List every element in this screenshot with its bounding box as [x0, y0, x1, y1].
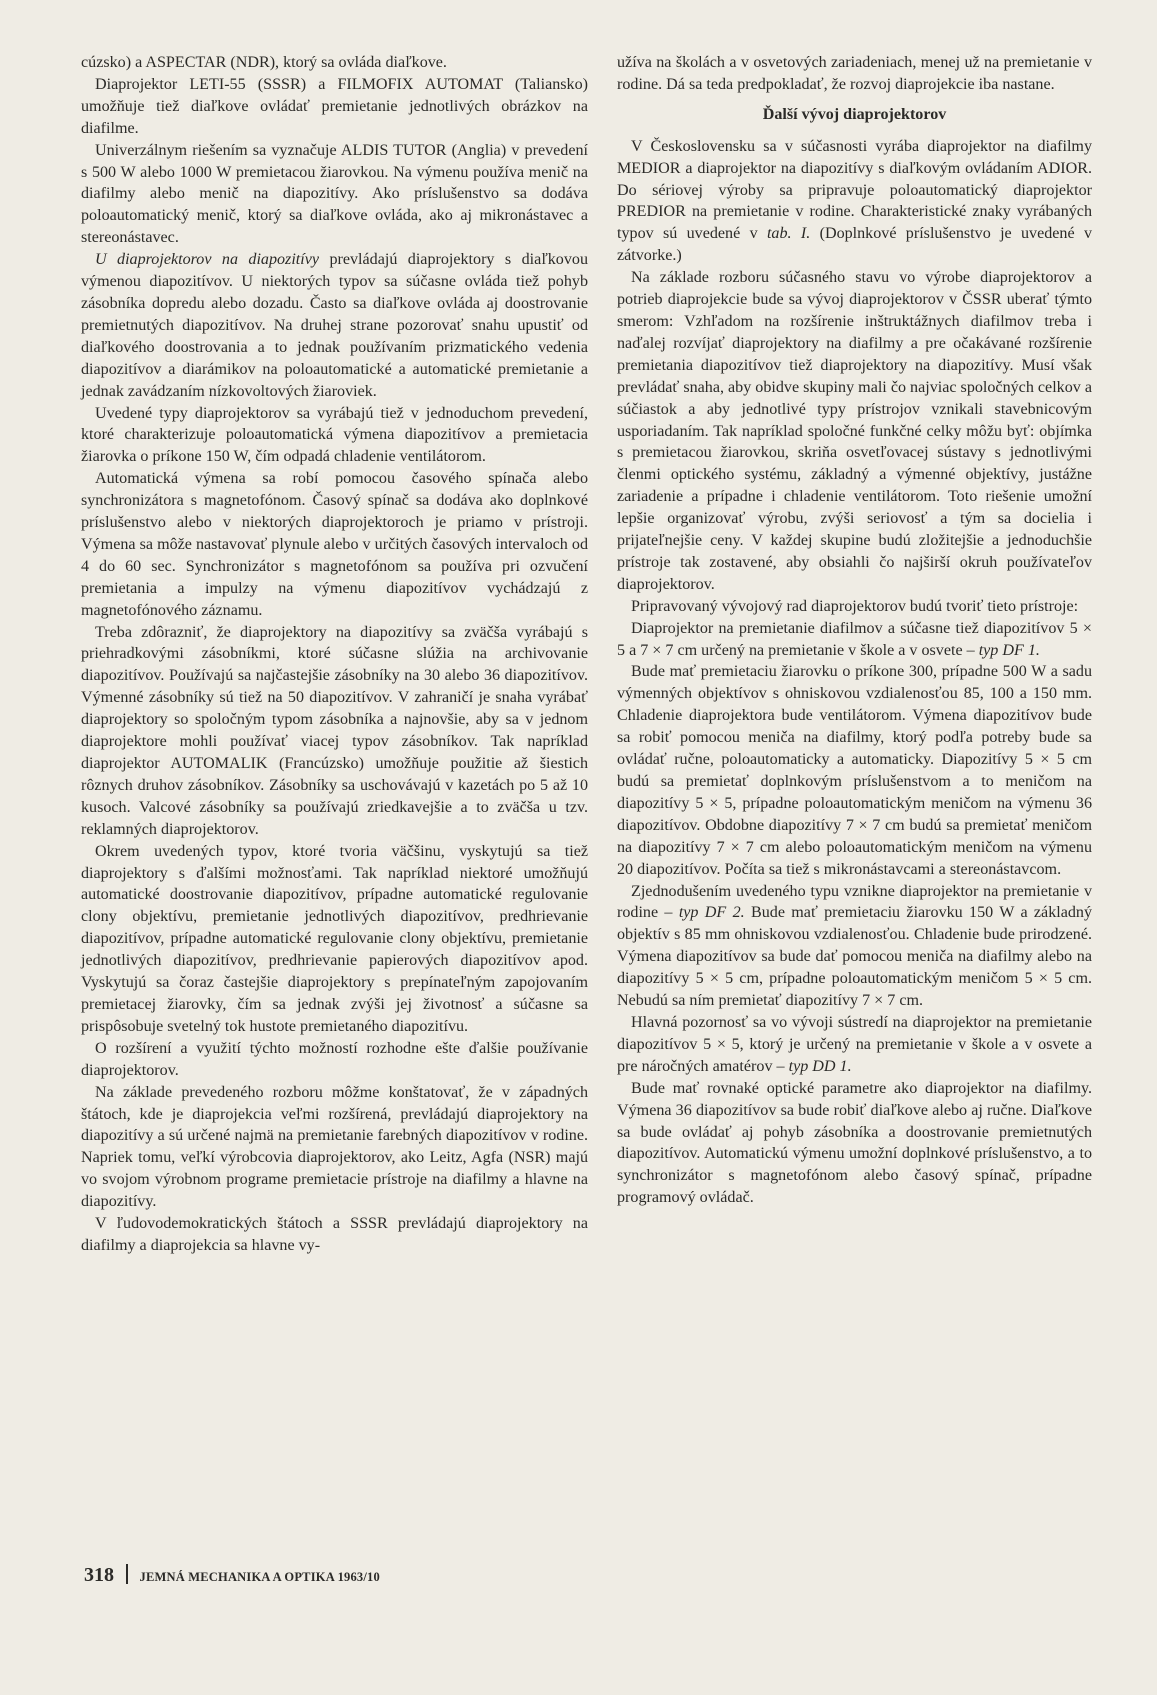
paragraph: Pripravovaný vývojový rad diaprojektorov budú tvoriť tieto prístroje: [631, 597, 1079, 615]
paragraph [81, 249, 588, 402]
paragraph [617, 1012, 1092, 1078]
paragraph: Okrem uvedených typov, ktoré tvoria väčšinu, vyskytujú sa tiež diaprojektory s ďalšími možnosťami. Tak napríklad niektoré umožňujú automatické doostrovanie diapozitívov, prípadne automatické regulovanie clony objektívu, premietanie jednotlivých diapozitívov, predhrievanie diapozitívov, prípadne automatické regulovanie clony objektívu, premietanie jednotlivých diapozitívov, predhrievanie papierových diapozitívov apod. Vyskytujú sa čoraz častejšie diaprojektory s prepínateľným zapojovaním premietacej žiarovky, čím sa jednak zvýši jej životnosť a súčasne sa prispôsobuje svetelný tok hustote premietaného diapozitívu. [81, 842, 588, 1035]
left-column [81, 52, 588, 1257]
paragraph: Bude mať premietaciu žiarovku o príkone 300, prípadne 500 W a sadu výmenných objektívov s ohniskovou vzdialenosťou 85, 100 a 150 mm. Chladenie diaprojektora bude ventilátorom. Výmena diapozitívov bude sa robiť pomocou meniča na diafilmy, ktorý podľa potreby bude sa ovládať ručne, poloautomaticky a automaticky. Diapozitívy 5 × 5 cm budú sa premietať doplnkovým príslušenstvom a to meničom na diapozitívy 5 × 5, prípadne poloautomatickým meničom na výmenu 36 diapozitívov. Obdobne diapozitívy 7 × 7 cm budú sa premietať meničom na diapozitívy 7 × 7 cm alebo poloautomatickým meničom na výmenu 20 diapozitívov. Počíta sa tiež s mikronástavcami a stereonástavcom. [617, 663, 1092, 878]
paragraph: O rozšírení a využití týchto možností rozhodne ešte ďalšie používanie diaprojektorov. [81, 1039, 588, 1079]
type-label: typ DD 1. [788, 1057, 852, 1075]
paragraph-text: (Doplnkové príslušenstvo je uvedené v zátvorke.) [617, 225, 1092, 265]
paragraph: užíva na školách a v osvetových zariadeniach, menej už na premietanie v rodine. Dá sa teda predpokladať, že rozvoj diaprojekcie iba nastane. [617, 54, 1092, 93]
italic-lead: U diaprojektorov na diapozitívy [95, 251, 320, 269]
paragraph: Na základe rozboru súčasného stavu vo výrobe diaprojektorov a potrieb diaprojekcie bude sa vývoj diaprojektorov v ČSSR uberať týmto smerom: Vzhľadom na rozšírenie inštruktážnych diafilmov treba i naďalej rozvíjať diaprojektory na diafilmy a pre očakávané rozšírenie premietania diapozitívov tiež diaprojektory na diapozitívy. Musí však prevládať snaha, aby obidve skupiny mali čo najviac spoločných celkov a súčiastok a aby jednotlivé typy prístrojov vznikali stavebnicovým usporiadaním. Tak napríklad spoločné funkčné celky môžu byť: objímka s premietacou žiarovkou, skriňa osvetľovacej sústavy s jednotlivými členmi optického systému, základný a výmenné objektívy, justážne zariadenie a prípadne i chladenie ventilátorom. Toto riešenie umožní lepšie organizovať výrobu, zvýši seriovosť a tým sa docielia i prijateľnejšie ceny. V každej skupine budú zložitejšie a jednoduchšie prístroje tak zostavené, aby obsiahli čo najširší okruh používateľov diaprojektorov. [617, 269, 1092, 593]
paragraph: Na základe prevedeného rozboru môžme konštatovať, že v západných štátoch, kde je diaprojekcia veľmi rozšírená, prevládajú diaprojektory na diapozitívy a sú určené najmä na premietanie farebných diapozitívov v rodine. Napriek tomu, veľkí výrobcovia diaprojektorov, ako Leitz, Agfa (NSR) majú vo svojom výrobnom programe premietacie prístroje na diafilmy a hlavne na diapozitívy. [81, 1083, 588, 1211]
paragraph [617, 136, 1092, 267]
journal-title: JEMNÁ MECHANIKA A OPTIKA 1963/10 [139, 1570, 380, 1584]
paragraph: Bude mať rovnaké optické parametre ako diaprojektor na diafilmy. Výmena 36 diapozitívov sa bude robiť diaľkove alebo aj ručne. Diaľkove sa bude ovládať aj pohyb zásobníka a doostrovanie premietnutých diapozitívov. Automatickú výmenu umožní doplnkové príslušenstvo, a to synchronizátor s magnetofónom alebo časový spínač, prípadne programový ovládač. [617, 1079, 1092, 1207]
paragraph-text: V Československu sa v súčasnosti vyrába diaprojektor na diafilmy MEDIOR a diaprojektor na diapozitívy s diaľkovým ovládaním ADIOR. Do sériovej výroby sa pripravuje poloautomatický diaprojektor PREDIOR na premietanie v rodine. Charakteristické znaky vyrábaných typov sú uvedené v [617, 137, 1092, 243]
page-footer [84, 1561, 380, 1587]
paragraph: Uvedené typy diaprojektorov sa vyrábajú tiež v jednoduchom prevedení, ktoré charakterizuje poloautomatická výmena diapozitívov a premietacia žiarovka o príkone 150 W, čím odpadá chladenie ventilátorom. [81, 404, 588, 466]
paragraph: Treba zdôrazniť, že diaprojektory na diapozitívy sa zväčša vyrábajú s priehradkovými zásobníkmi, ktoré súčasne slúžia na archivovanie diapozitívov. Používajú sa najčastejšie zásobníky na 30 alebo 36 diapozitívov. Výmenné zásobníky sú tiež na 50 diapozitívov. V zahraničí je snaha vyrábať diaprojektory so spoločným typom zásobníka a najnovšie, aby sa v jednom diaprojektore mohli používať viacej typov zásobníkov. Tak napríklad diaprojektor AUTOMALIK (Francúzsko) umožňuje použitie až šiestich rôznych druhov zásobníkov. Zásobníky sa uschovávajú v kazetách po 5 až 10 kusoch. Valcové zásobníky sa používajú zriedkavejšie a to zväčša u tzv. reklamných diaprojektorov. [81, 623, 588, 838]
paragraph-text: Diaprojektor na premietanie diafilmov a súčasne tiež diapozitívov 5 × 5 a 7 × 7 cm určený na premietanie v škole a v osvete – [617, 619, 1092, 659]
paragraph: Univerzálnym riešením sa vyznačuje ALDIS TUTOR (Anglia) v prevedení s 500 W alebo 1000 W premietacou žiarovkou. Na výmenu používa menič na diafilmy alebo menič na diapozitívy. Ako príslušenstvo sa dodáva poloautomatický menič, ktorý sa diaľkove ovláda, ako aj mikronástavec a stereonástavec. [81, 141, 588, 247]
paragraph: V ľudovodemokratických štátoch a SSSR prevládajú diaprojektory na diafilmy a diaprojekcia sa hlavne vy- [81, 1215, 588, 1254]
paragraph-text: Hlavná pozornosť sa vo vývoji sústredí na diaprojektor na premietanie diapozitívov 5 × 5, ktorý je určený na premietanie v škole a v osvete a pre náročných amatérov – [617, 1013, 1092, 1075]
paragraph-text: Zjednodušením uvedeného typu vznikne diaprojektor na premietanie v rodine – [617, 882, 1092, 922]
type-label: typ DF 2. [678, 904, 745, 922]
paragraph [617, 618, 1092, 662]
paragraph-text: prevládajú diaprojektory s diaľkovou výmenou diapozitívov. U niektorých typov sa súčasne ovláda tiež pohyb zásobníka dopredu alebo dozadu. Často sa diaľkove ovláda aj doostrovanie premietnutých diapozitívov. Na druhej strane pozorovať snahu upustiť od diaľkového doostrovania a to jednak používaním prizmatického vedenia diapozitívov a diarámikov na poloautomatické a automatické premietanie a jednak zavádzaním nízkovoltových žiaroviek. [81, 251, 588, 400]
paragraph-text: Bude mať premietaciu žiarovku 150 W a základný objektív s 85 mm ohniskovou vzdialenosťou. Chladenie bude prirodzené. Výmena diapozitívov sa bude dať pomocou meniča na diafilmy alebo na diapozitívy 5 × 5 cm, prípadne poloautomatickým meničom 5 × 5 cm. Nebudú sa ním premietať diapozitívy 7 × 7 cm. [617, 904, 1092, 1010]
paragraph [617, 881, 1092, 1012]
page-number: 318 [84, 1564, 114, 1586]
paragraph: cúzsko) a ASPECTAR (NDR), ktorý sa ovláda diaľkove. [81, 54, 447, 71]
footer-divider [126, 1564, 128, 1584]
type-label: typ DF 1. [978, 641, 1040, 659]
paragraph: Automatická výmena sa robí pomocou časového spínača alebo synchronizátora s magnetofónom. Časový spínač sa dodáva ako doplnkové príslušenstvo alebo v niektorých diaprojektoroch je priamo v prístroji. Výmena sa môže nastavovať plynule alebo v určitých časových intervaloch od 4 do 60 sec. Synchronizátor s magnetofónom sa používa pri ozvučení premietania a impulzy na výmenu diapozitívov vychádzajú z magnetofónového záznamu. [81, 470, 588, 619]
right-column [617, 52, 1092, 1209]
paragraph: Diaprojektor LETI-55 (SSSR) a FILMOFIX AUTOMAT (Taliansko) umožňuje tiež diaľkove ovládať premietanie jednotlivých obrázkov na diafilme. [81, 75, 588, 137]
table-reference: tab. I. [766, 225, 811, 243]
section-heading: Ďalší vývoj diaprojektorov [762, 105, 947, 123]
